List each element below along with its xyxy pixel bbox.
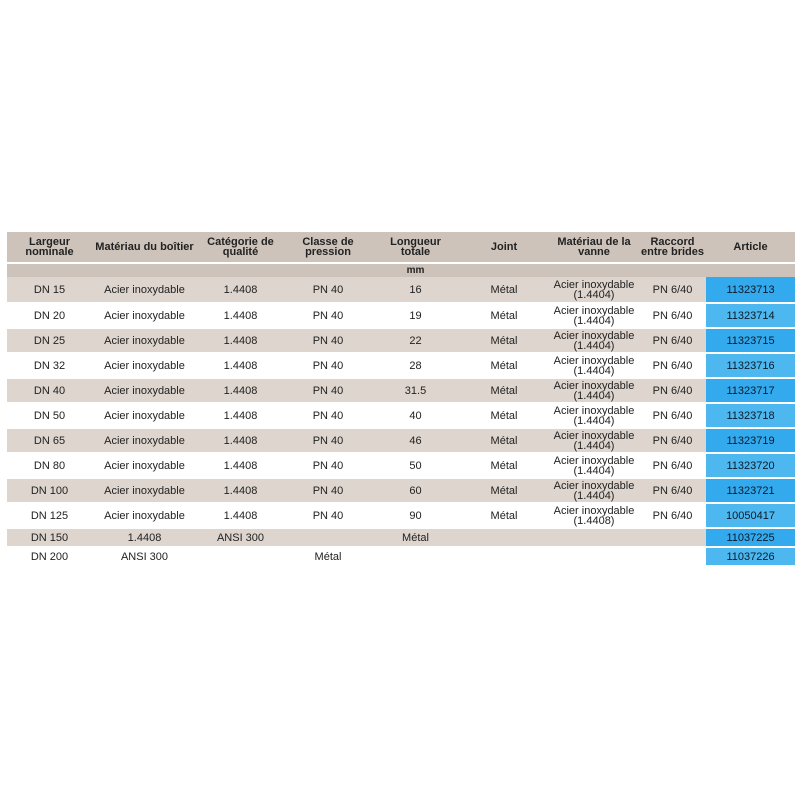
cell-dn: DN 40 [7,377,92,402]
cell-quality: 1.4408 [197,327,284,352]
header-body-material: Matériau du boîtier [92,232,197,262]
cell-dn: DN 32 [7,352,92,377]
table-row [7,277,795,302]
cell-joint: Métal [459,377,549,402]
cell-dn: DN 65 [7,427,92,452]
cell-body-material: Acier inoxydable [92,302,197,327]
cell-article: 11323717 [706,377,795,402]
cell-body-material: Acier inoxydable [92,327,197,352]
cell-flange: PN 6/40 [639,327,706,352]
cell-dn: DN 50 [7,402,92,427]
header-length: Longueur totale [372,232,459,262]
cell-length: 60 [372,477,459,502]
header-quality: Catégorie de qualité [197,232,284,262]
cell-quality: 1.4408 [197,402,284,427]
cell-valve-material: Acier inoxydable (1.4404) [549,277,639,302]
table-row [7,427,795,452]
cell-pressure: PN 40 [284,402,372,427]
cell-article: 10050417 [706,502,795,527]
header-length-unit: mm [372,264,459,277]
cell-quality [197,546,284,565]
cell-quality: 1.4408 [197,302,284,327]
cell-flange: PN 6/40 [639,377,706,402]
cell-joint: Métal [459,427,549,452]
cell-body-material: Acier inoxydable [92,427,197,452]
table-row [7,327,795,352]
cell-dn: DN 200 [7,546,92,565]
cell-pressure: PN 40 [284,377,372,402]
cell-article: 11037225 [706,527,795,546]
cell-length: 40 [372,402,459,427]
cell-pressure: Métal [284,546,372,565]
cell-quality: 1.4408 [197,452,284,477]
cell-flange: PN 6/40 [639,402,706,427]
table-row [7,352,795,377]
cell-length: 28 [372,352,459,377]
table-row [7,477,795,502]
cell-length: 16 [372,277,459,302]
table-row [7,546,795,565]
cell-article: 11323719 [706,427,795,452]
cell-article: 11037226 [706,546,795,565]
cell-joint: Métal [459,502,549,527]
header-pressure: Classe de pression [284,232,372,262]
cell-joint [459,527,549,546]
header-joint: Joint [459,232,549,262]
cell-flange: PN 6/40 [639,502,706,527]
cell-quality: 1.4408 [197,427,284,452]
cell-valve-material: Acier inoxydable (1.4404) [549,427,639,452]
cell-pressure: PN 40 [284,427,372,452]
cell-article: 11323718 [706,402,795,427]
cell-quality: 1.4408 [197,352,284,377]
cell-quality: 1.4408 [197,477,284,502]
cell-joint [459,546,549,565]
cell-length: 46 [372,427,459,452]
table-header [7,232,795,277]
cell-joint: Métal [459,452,549,477]
cell-article: 11323720 [706,452,795,477]
cell-valve-material [549,527,639,546]
cell-body-material: Acier inoxydable [92,502,197,527]
header-article: Article [706,232,795,262]
cell-body-material: Acier inoxydable [92,402,197,427]
header-valve-material: Matériau de la vanne [549,232,639,262]
table-row [7,502,795,527]
cell-flange [639,546,706,565]
table-row [7,302,795,327]
cell-length: 31.5 [372,377,459,402]
cell-quality: 1.4408 [197,277,284,302]
cell-dn: DN 20 [7,302,92,327]
table-row [7,377,795,402]
cell-article: 11323721 [706,477,795,502]
cell-dn: DN 100 [7,477,92,502]
cell-length: 50 [372,452,459,477]
cell-article: 11323713 [706,277,795,302]
cell-pressure [284,527,372,546]
cell-valve-material: Acier inoxydable (1.4408) [549,502,639,527]
cell-length: 22 [372,327,459,352]
cell-valve-material: Acier inoxydable (1.4404) [549,302,639,327]
cell-joint: Métal [459,352,549,377]
cell-flange: PN 6/40 [639,302,706,327]
cell-joint: Métal [459,327,549,352]
cell-quality: 1.4408 [197,502,284,527]
table-body [7,277,795,565]
cell-length [372,546,459,565]
cell-pressure: PN 40 [284,302,372,327]
cell-body-material: 1.4408 [92,527,197,546]
cell-joint: Métal [459,277,549,302]
cell-length: Métal [372,527,459,546]
cell-flange: PN 6/40 [639,452,706,477]
cell-valve-material: Acier inoxydable (1.4404) [549,377,639,402]
cell-pressure: PN 40 [284,327,372,352]
table-row [7,452,795,477]
cell-valve-material: Acier inoxydable (1.4404) [549,452,639,477]
cell-body-material: Acier inoxydable [92,477,197,502]
table-row [7,402,795,427]
cell-pressure: PN 40 [284,477,372,502]
cell-dn: DN 80 [7,452,92,477]
cell-body-material: Acier inoxydable [92,452,197,477]
cell-valve-material: Acier inoxydable (1.4404) [549,352,639,377]
cell-body-material: Acier inoxydable [92,352,197,377]
table-row [7,527,795,546]
cell-pressure: PN 40 [284,277,372,302]
cell-article: 11323716 [706,352,795,377]
cell-dn: DN 150 [7,527,92,546]
cell-valve-material: Acier inoxydable (1.4404) [549,477,639,502]
cell-flange: PN 6/40 [639,477,706,502]
cell-pressure: PN 40 [284,352,372,377]
cell-valve-material: Acier inoxydable (1.4404) [549,327,639,352]
cell-pressure: PN 40 [284,502,372,527]
cell-quality: ANSI 300 [197,527,284,546]
cell-length: 90 [372,502,459,527]
cell-body-material: ANSI 300 [92,546,197,565]
cell-flange: PN 6/40 [639,427,706,452]
cell-body-material: Acier inoxydable [92,277,197,302]
cell-flange: PN 6/40 [639,352,706,377]
product-table [7,232,795,565]
header-flange: Raccord entre brides [639,232,706,262]
header-nominal: Largeur nominale [7,232,92,262]
cell-quality: 1.4408 [197,377,284,402]
cell-joint: Métal [459,302,549,327]
cell-flange: PN 6/40 [639,277,706,302]
cell-valve-material: Acier inoxydable (1.4404) [549,402,639,427]
cell-article: 11323714 [706,302,795,327]
cell-dn: DN 15 [7,277,92,302]
cell-joint: Métal [459,477,549,502]
cell-joint: Métal [459,402,549,427]
cell-flange [639,527,706,546]
cell-dn: DN 125 [7,502,92,527]
cell-article: 11323715 [706,327,795,352]
cell-body-material: Acier inoxydable [92,377,197,402]
cell-pressure: PN 40 [284,452,372,477]
cell-length: 19 [372,302,459,327]
cell-valve-material [549,546,639,565]
cell-dn: DN 25 [7,327,92,352]
